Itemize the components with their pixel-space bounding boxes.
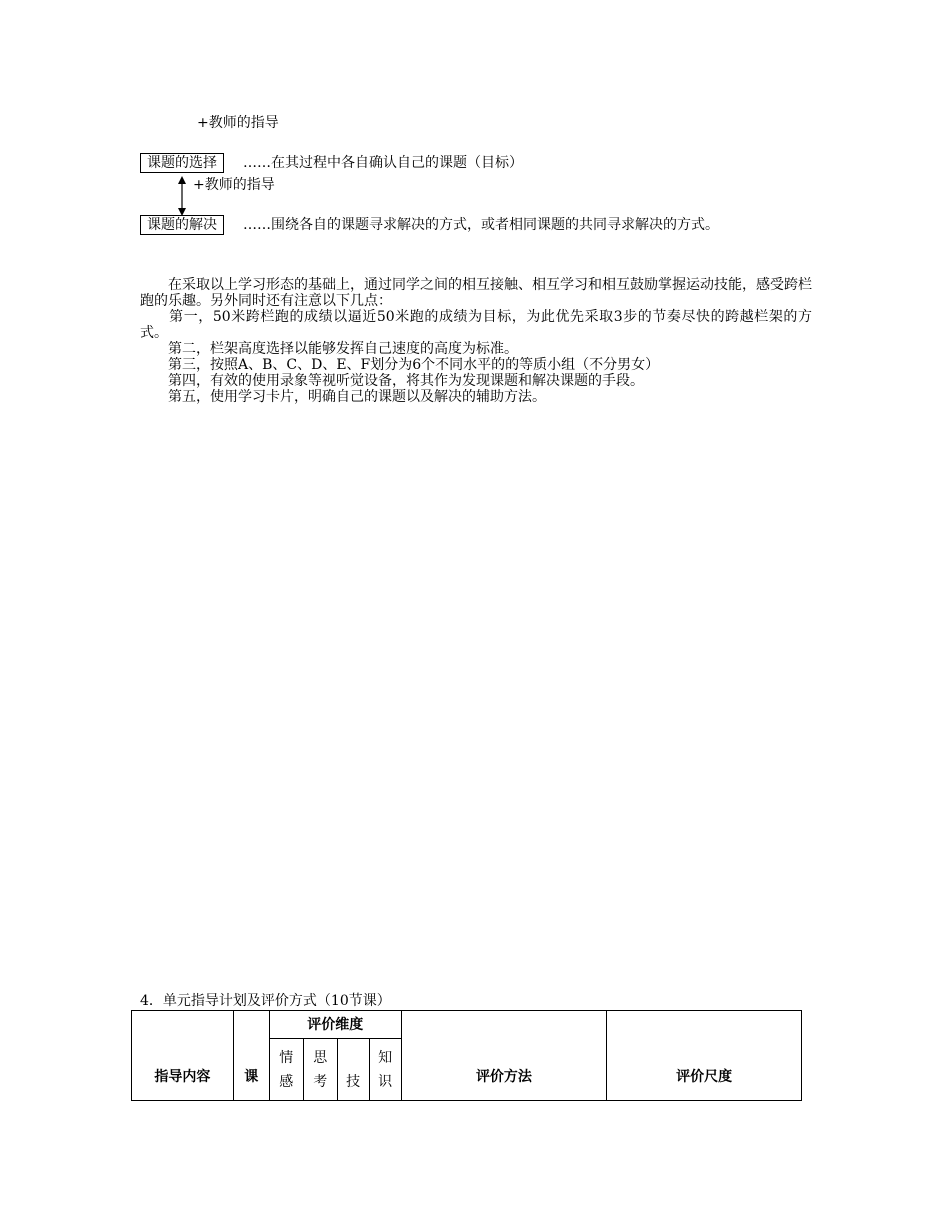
teacher-guidance-top: +教师的指导 (197, 115, 279, 131)
paragraph-point-3: 第三，按照A、B、C、D、E、F划分为6个不同水平的的等质小组（不分男女） (140, 357, 660, 373)
paragraph-point-5: 第五，使用学习卡片，明确自己的课题以及解决的辅助方法。 (140, 389, 546, 405)
header-scale: 评价尺度 (607, 1011, 802, 1101)
body-text (140, 277, 812, 405)
paragraph-intro: 在采取以上学习形态的基础上，通过同学之间的相互接触、相互学习和相互鼓励掌握运动技能，感受跨栏跑的乐趣。另外同时还有注意以下几点： (140, 277, 812, 309)
topic-choice-description: ……在其过程中各自确认自己的课题（目标） (243, 155, 523, 171)
dim-emotion: 情 感 (269, 1039, 303, 1101)
dim-thinking: 思 考 (303, 1039, 337, 1101)
header-dimensions: 评价维度 (269, 1011, 401, 1039)
topic-solution-box (140, 215, 224, 235)
topic-choice-label: 课题的选择 (147, 155, 217, 171)
topic-solution-label: 课题的解决 (147, 217, 217, 233)
teacher-guidance-mid: +教师的指导 (193, 177, 275, 193)
double-arrow-icon (174, 175, 190, 217)
paragraph-point-2: 第二，栏架高度选择以能够发挥自己速度的高度为标准。 (140, 341, 518, 357)
header-method: 评价方法 (401, 1011, 607, 1101)
header-content: 指导内容 (132, 1011, 234, 1101)
header-lesson: 课 (233, 1011, 269, 1101)
topic-solution-description: ……围绕各自的课题寻求解决的方式，或者相同课题的共同寻求解决的方式。 (243, 217, 719, 233)
topic-choice-box (140, 153, 224, 173)
evaluation-table (131, 1010, 802, 1101)
paragraph-point-4: 第四，有效的使用录象等视听觉设备，将其作为发现课题和解决课题的手段。 (140, 373, 644, 389)
dim-knowledge: 知 识 (369, 1039, 401, 1101)
paragraph-point-1: 第一，50米跨栏跑的成绩以逼近50米跑的成绩为目标，为此优先采取3步的节奏尽快的跨越栏架的方式。 (140, 309, 812, 341)
section-heading: 4．单元指导计划及评价方式（10节课） (140, 993, 391, 1009)
dim-skill: 技 (337, 1039, 369, 1101)
